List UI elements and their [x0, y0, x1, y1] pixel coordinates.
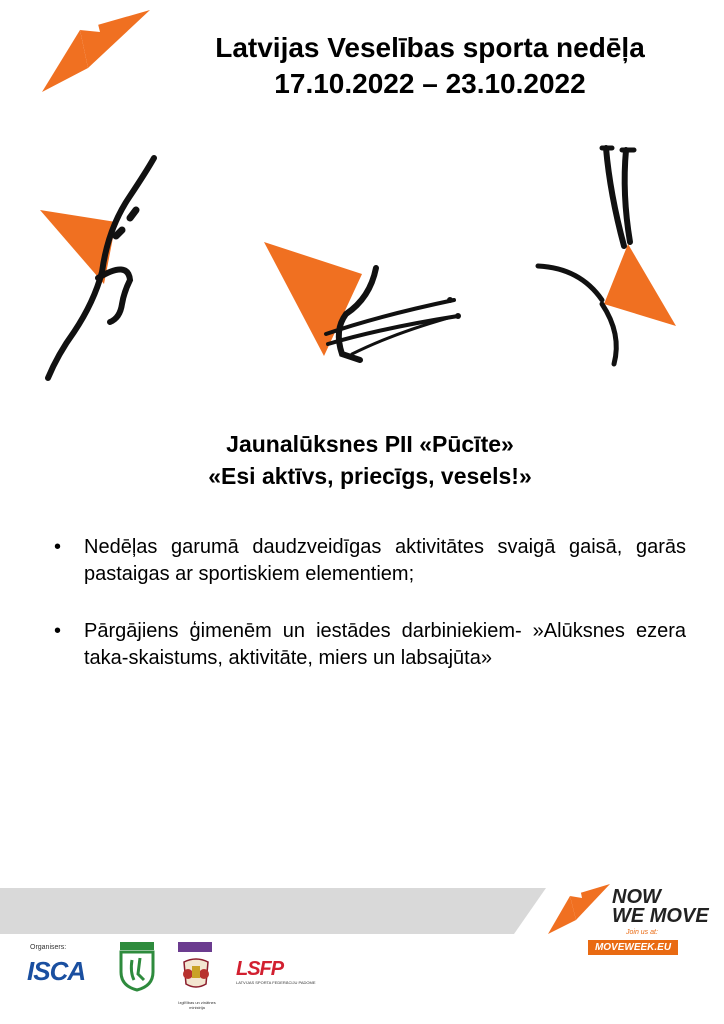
- isca-logo: ISCA: [27, 956, 86, 986]
- ministry-emblem-logo: [176, 940, 216, 998]
- lsfp-subtitle: LATVIJAS SPORTA FEDERĀCIJU PADOME: [236, 980, 316, 985]
- move-week-arrow-logo: [40, 8, 152, 94]
- cartwheel-figure-icon: [530, 144, 680, 370]
- activity-list: [50, 534, 686, 702]
- now-we-move-arrow-icon: [546, 882, 612, 936]
- ministry-label: Izglītības un zinātnes ministrija: [178, 1000, 216, 1010]
- nww-line-2: WE MOVE: [612, 905, 709, 927]
- title-line-2: 17.10.2022 – 23.10.2022: [274, 68, 586, 99]
- list-item: [50, 618, 686, 672]
- sprinter-figure-icon: [38, 152, 168, 384]
- now-we-move-logo: [612, 888, 709, 926]
- skier-figure-icon: [262, 238, 468, 372]
- page-title: [140, 30, 720, 102]
- list-item-text: Pārgājiens ģimenēm un iestādes darbiniekiem- »Alūksnes ezera taka-skaistums, aktivitāte, miers un labsajūta»: [84, 620, 686, 669]
- bullet-marker: •: [54, 620, 62, 642]
- lisa-shield-logo: [118, 940, 156, 992]
- lsfp-logo: LSFP: [236, 958, 284, 980]
- bullet-marker: •: [54, 536, 62, 558]
- organisers-label: Organisers:: [30, 944, 67, 951]
- title-line-1: Latvijas Veselības sporta nedēļa: [215, 32, 645, 63]
- subtitle-line-1: Jaunalūksnes PII «Pūcīte»: [226, 431, 514, 457]
- moveweek-url-badge[interactable]: MOVEWEEK.EU: [588, 940, 678, 955]
- nww-line-1: NOW: [612, 886, 661, 908]
- subtitle-line-2: «Esi aktīvs, priecīgs, vesels!»: [208, 463, 532, 489]
- list-item-text: Nedēļas garumā daudzveidīgas aktivitātes svaigā gaisā, garās pastaigas ar sportiskiem elementiem;: [84, 536, 686, 585]
- subtitle: [60, 428, 680, 492]
- join-us-label: Join us at:: [626, 929, 658, 936]
- list-item: [50, 534, 686, 588]
